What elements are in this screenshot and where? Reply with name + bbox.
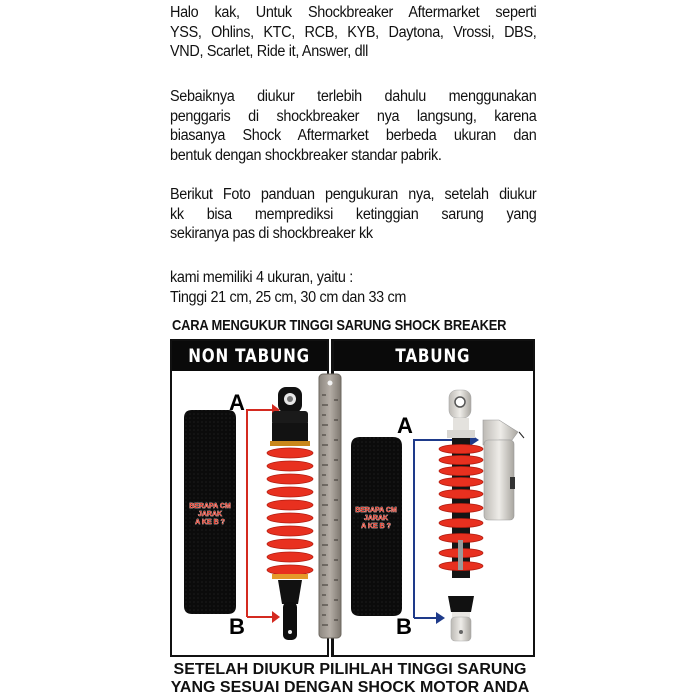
sizes-line: Tinggi 21 cm, 25 cm, 30 cm dan 33 cm [170, 288, 407, 306]
arrow-head-icon [272, 611, 280, 623]
point-a-label: A [229, 390, 245, 415]
advice-line: penggaris di shockbreaker nya langsung, karena [170, 107, 537, 125]
intro-line: YSS, Ohlins, KTC, RCB, KYB, Daytona, Vrossi, DBS, [170, 23, 537, 41]
measure-arrow-red [247, 410, 272, 617]
footer-line: YANG SESUAI DENGAN SHOCK MOTOR ANDA [170, 679, 530, 696]
guide-line: sekiranya pas di shockbreaker kk [170, 225, 373, 242]
shock-absorber-tabung [439, 390, 524, 641]
diagram-footer [160, 661, 540, 697]
point-b-label: B [229, 614, 245, 639]
advice-line: biasanya Shock Aftermarket berbeda ukuran dan [170, 127, 537, 144]
intro-line: VND, Scarlet, Ride it, Answer, dll [170, 43, 369, 60]
cover-question: JARAK [363, 515, 389, 522]
cover-question: BERAPA CM [189, 503, 231, 510]
point-b-label: B [396, 614, 412, 639]
sizes-line: kami memiliki 4 ukuran, yaitu : [170, 269, 353, 286]
cover-sleeve-left [184, 410, 236, 614]
panel-header-label: NON TABUNG [188, 345, 311, 367]
guide-line: Berikut Foto panduan pengukuran nya, setelah diukur [170, 186, 537, 203]
panel-header-label: TABUNG [395, 345, 471, 367]
arrow-head-icon [436, 612, 445, 624]
cover-sleeve-right [351, 437, 402, 616]
point-a-label: A [397, 413, 413, 438]
footer-line: SETELAH DIUKUR PILIHLAH TINGGI SARUNG [173, 661, 527, 678]
cover-question: A KE B ? [361, 523, 391, 530]
ruler [319, 339, 341, 657]
cover-question: BERAPA CM [355, 507, 397, 514]
diagram-title: CARA MENGUKUR TINGGI SARUNG SHOCK BREAKER [172, 317, 507, 334]
guide-line: kk bisa memprediksi ketinggian sarung yang [170, 205, 537, 223]
advice-line: bentuk dengan shockbreaker standar pabrik. [170, 146, 442, 164]
advice-line: Sebaiknya diukur terlebih dahulu menggunakan [170, 88, 537, 105]
cover-question: JARAK [197, 511, 223, 518]
intro-line: Halo kak, Untuk Shockbreaker Aftermarket seperti [170, 4, 537, 21]
cover-question: A KE B ? [195, 519, 225, 526]
shock-absorber-non-tabung [267, 387, 313, 640]
